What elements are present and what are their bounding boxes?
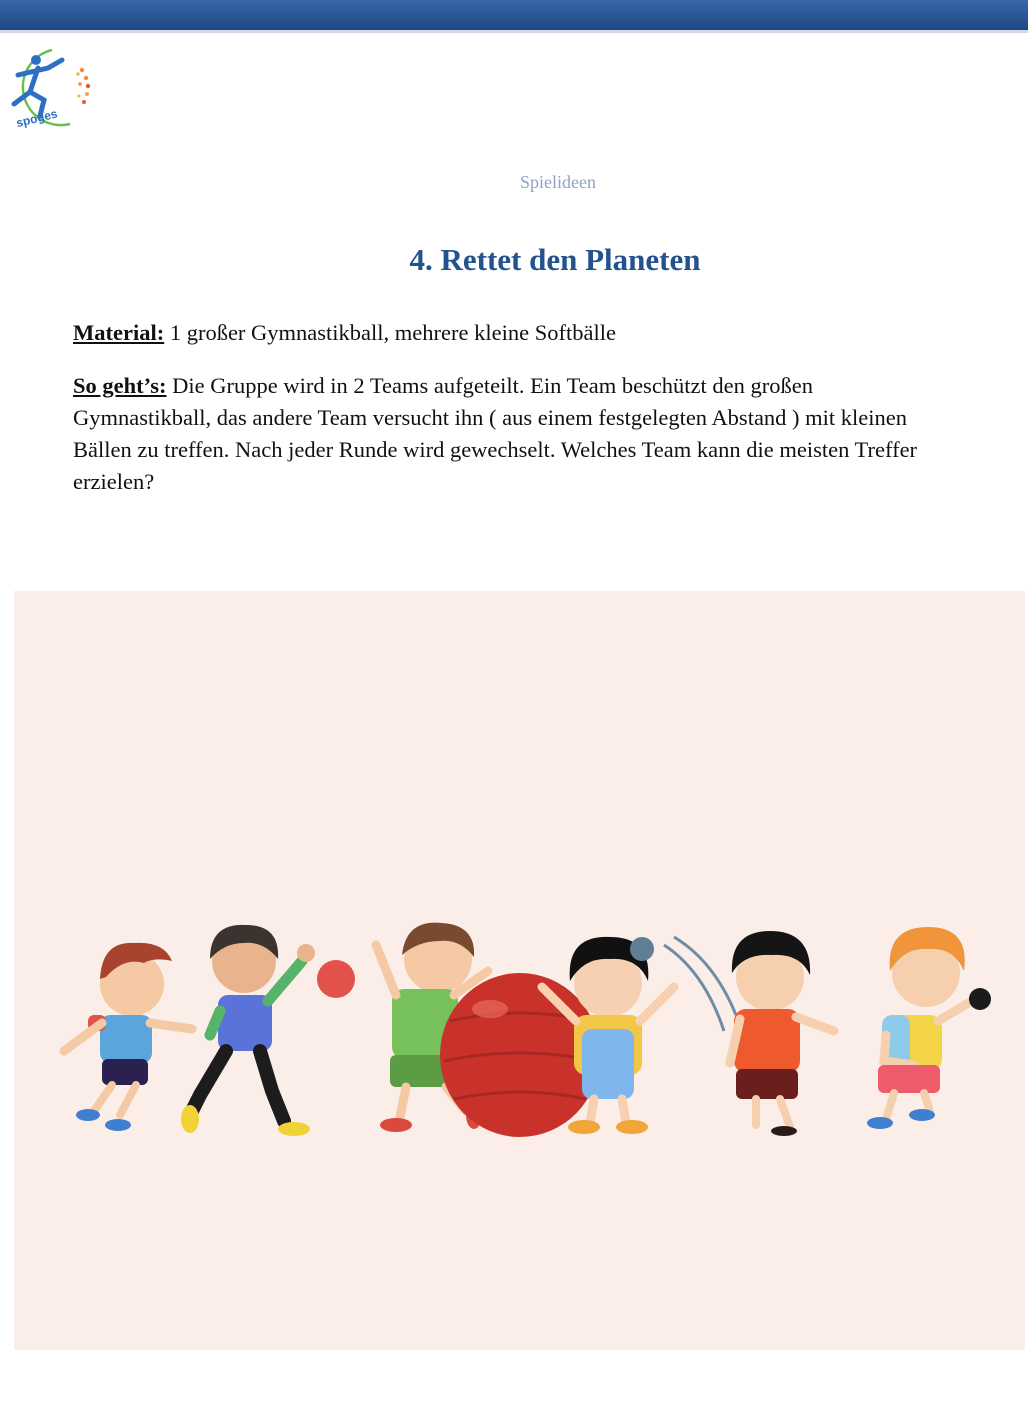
soft-ball-red xyxy=(317,960,355,998)
logo-wordmark: spoges xyxy=(14,106,59,131)
header-label: Spielideen xyxy=(520,172,596,192)
top-banner xyxy=(0,0,1028,30)
soft-ball-black xyxy=(969,988,991,1010)
howto-paragraph xyxy=(73,370,953,498)
soft-ball-grey xyxy=(630,937,654,961)
child-figure-6 xyxy=(867,927,972,1129)
child-figure-5 xyxy=(730,931,834,1136)
material-text: 1 großer Gymnastikball, mehrere kleine Softbälle xyxy=(164,320,616,345)
children-playing-illustration xyxy=(14,591,1025,1350)
game-title: 4. Rettet den Planeten xyxy=(409,242,701,277)
material-label: Material: xyxy=(73,320,165,345)
illustration-panel xyxy=(14,591,1025,1350)
howto-text: Die Gruppe wird in 2 Teams aufgeteilt. Ein Team beschützt den großen Gymnastikball, das andere Team versucht ihn ( aus einem festgelegten Abstand ) mit kleinen Bällen zu treffen. Nach jeder Runde wird gewechselt. Welches Team kann die meisten Treffer erzielen? xyxy=(73,373,918,494)
child-figure-1 xyxy=(64,943,192,1131)
howto-label: So geht’s: xyxy=(73,373,167,398)
spoges-logo xyxy=(0,40,100,132)
material-paragraph xyxy=(73,317,953,349)
top-banner-rule xyxy=(0,30,1028,33)
child-figure-2 xyxy=(181,925,315,1136)
